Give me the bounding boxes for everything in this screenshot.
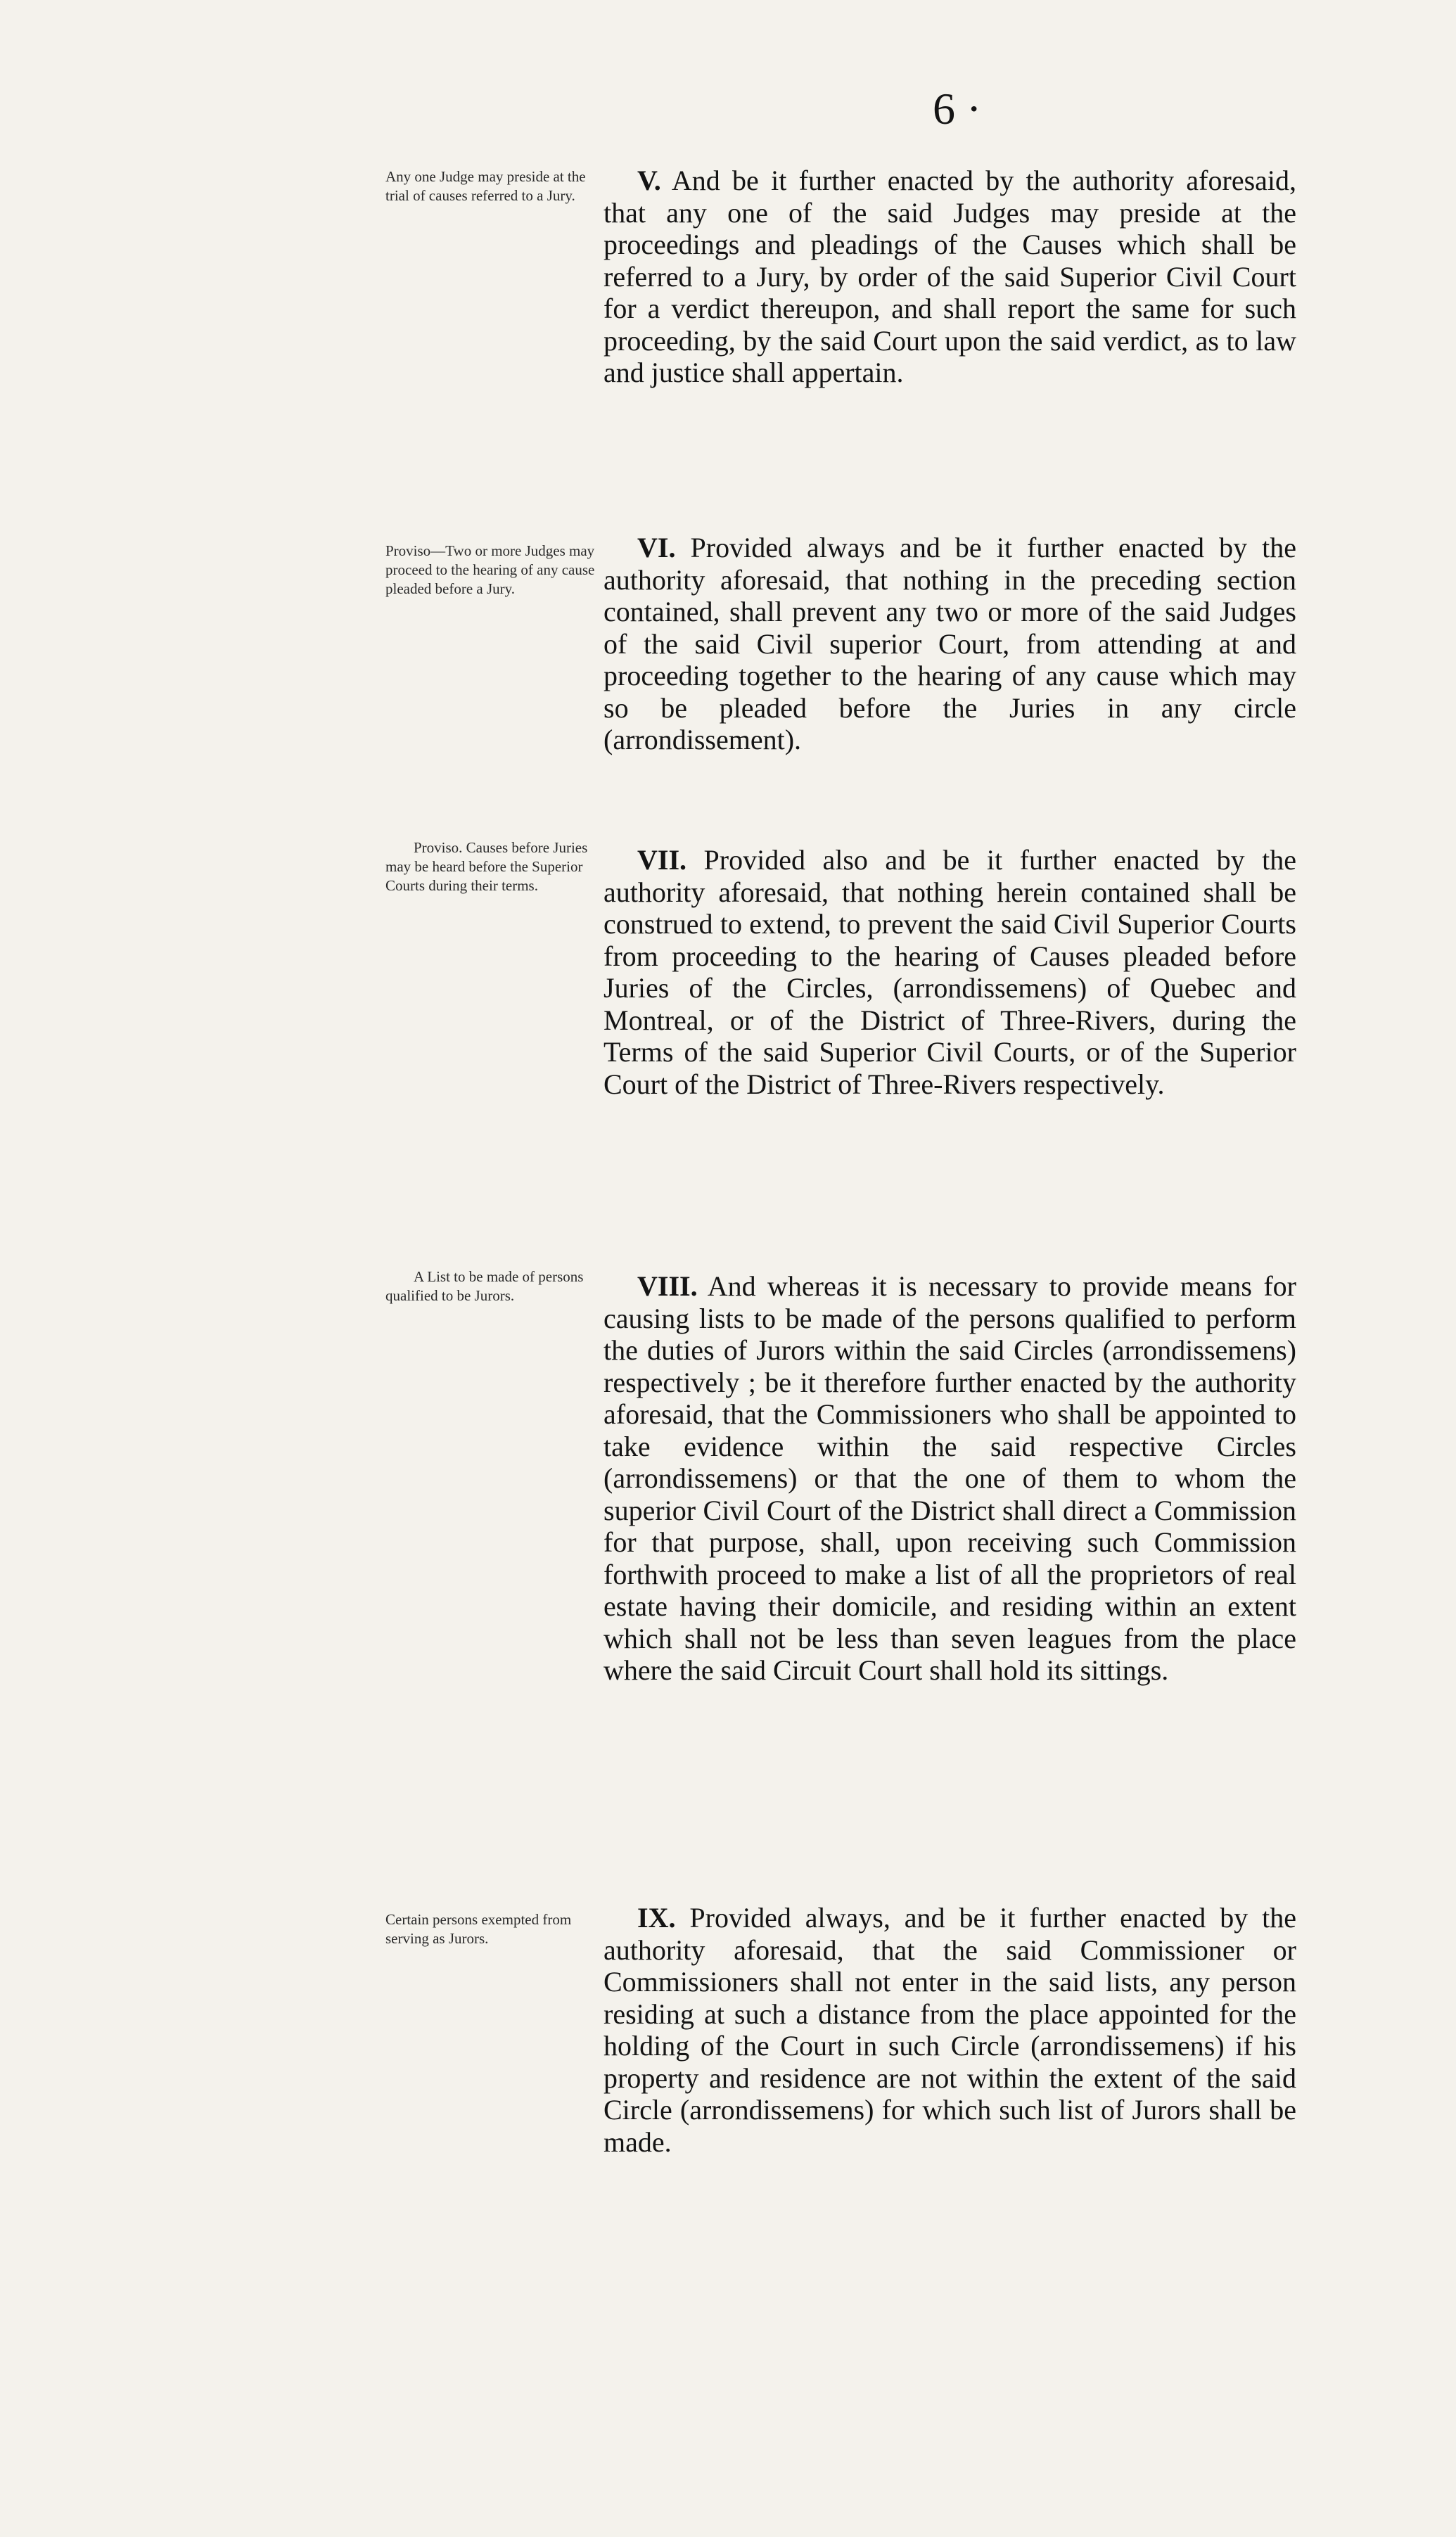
page-number: 6 · [933,84,982,134]
section-8 [604,1270,1296,1687]
section-text: And be it further enacted by the authority aforesaid, that any one of the said Judges may preside at the proceedings and pleadings of the Causes which shall be referred to a Jury, by order of the said Superior Civil Court for a verdict thereupon, and shall report the same for such proceeding, by the said Court upon the said verdict, as to law and justice shall appertain. [604,165,1297,388]
section-numeral: VI. [637,532,676,563]
margin-note-section-8: A List to be made of persons qualified to be Jurors. [385,1268,584,1304]
section-6 [604,532,1296,756]
margin-note-section-7: Proviso. Causes before Juries may be heard before the Superior Courts during their terms. [385,839,588,894]
margin-note-section-6: Proviso—Two or more Judges may proceed to the hearing of any cause pleaded before a Jury. [385,542,595,597]
section-text: Provided always and be it further enacted by the authority aforesaid, that nothing in the preceding section contained, shall prevent any two or more of the said Judges of the said Civil superior Court, from attending at and proceeding together to the hearing of any cause which may so be pleaded before the Juries in any circle (arrondissement). [604,532,1296,755]
section-text: Provided also and be it further enacted by the authority aforesaid, that nothing herein contained shall be construed to extend, to prevent the said Civil Superior Courts from proceeding to the hearing of Causes pleaded before Juries of the Circles, (arrondissemens) of Quebec and Montreal, or of the District of Three-Rivers, during the Terms of the said Superior Civil Courts, or of the Superior Court of the District of Three-Rivers respectively. [604,844,1297,1100]
section-9 [604,1902,1296,2158]
margin-note-section-5: Any one Judge may preside at the trial of causes referred to a Jury. [385,168,586,204]
section-numeral: IX. [637,1902,676,1934]
section-numeral: VII. [637,844,687,876]
section-numeral: VIII. [637,1270,698,1302]
section-text: And whereas it is necessary to provide means for causing lists to be made of the persons qualified to perform the duties of Jurors within the said Circles (arrondissemens) respectively ; be it therefore further enacted by the authority aforesaid, that the Commissioners who shall be appointed to take evidence within the said respective Circles (arrondissemens) or that the one of them to whom the superior Civil Court of the District shall direct a Commission for that purpose, shall, upon receiving such Commission forthwith proceed to make a list of all the proprietors of real estate having their domicile, and residing within an extent which shall not be less than seven leagues from the place where the said Circuit Court shall hold its sittings. [604,1270,1296,1686]
section-5 [604,165,1296,389]
section-7 [604,844,1296,1100]
margin-note-section-9: Certain persons exempted from serving as Jurors. [385,1911,572,1947]
section-text: Provided always, and be it further enacted by the authority aforesaid, that the said Commissioner or Commissioners shall not enter in the said lists, any person residing at such a distance from the place appointed for the holding of the Court in such Circle (arrondissemens) if his property and residence are not within the extent of the said Circle (arrondissemens) for which such list of Jurors shall be made. [604,1902,1297,2158]
section-numeral: V. [637,165,661,196]
